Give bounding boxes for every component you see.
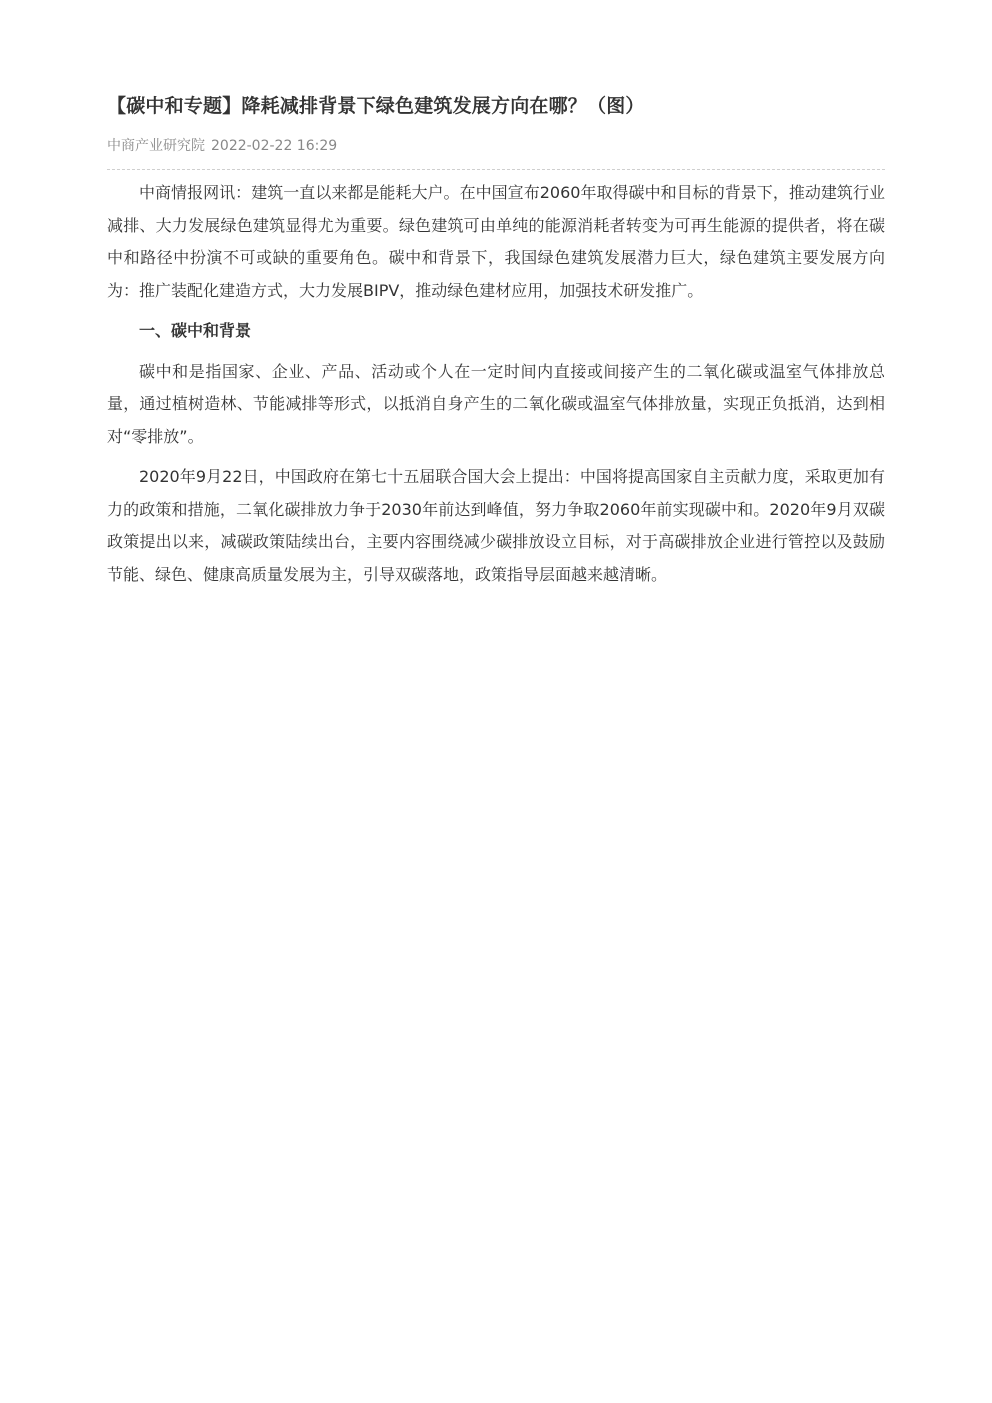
article	[107, 90, 885, 599]
article-title: 【碳中和专题】降耗减排背景下绿色建筑发展方向在哪？（图）	[107, 95, 645, 117]
section-heading: 一、碳中和背景	[139, 321, 252, 340]
article-source: 中商产业研究院	[107, 138, 205, 154]
article-datetime: 2022-02-22 16:29	[211, 138, 338, 154]
divider	[107, 169, 885, 170]
article-meta	[107, 135, 885, 157]
paragraph-definition: 碳中和是指国家、企业、产品、活动或个人在一定时间内直接或间接产生的二氧化碳或温室气体排放总量，通过植树造林、节能减排等形式，以抵消自身产生的二氧化碳或温室气体排放量，实现正负抵消，达到相对“零排放”。	[107, 361, 885, 446]
paragraph-policy: 2020年9月22日，中国政府在第七十五届联合国大会上提出：中国将提高国家自主贡献力度，采取更加有力的政策和措施，二氧化碳排放力争于2030年前达到峰值，努力争取2060年前实现碳中和。2020年9月双碳政策提出以来，减碳政策陆续出台，主要内容围绕减少碳排放设立目标，对于高碳排放企业进行管控以及鼓励节能、绿色、健康高质量发展为主，引导双碳落地，政策指导层面越来越清晰。	[107, 467, 885, 584]
article-body	[107, 177, 885, 591]
paragraph-intro: 中商情报网讯：建筑一直以来都是能耗大户。在中国宣布2060年取得碳中和目标的背景下，推动建筑行业减排、大力发展绿色建筑显得尤为重要。绿色建筑可由单纯的能源消耗者转变为可再生能源的提供者，将在碳中和路径中扮演不可或缺的重要角色。碳中和背景下，我国绿色建筑发展潜力巨大，绿色建筑主要发展方向为：推广装配化建造方式，大力发展BIPV，推动绿色建材应用，加强技术研发推广。	[107, 183, 885, 300]
